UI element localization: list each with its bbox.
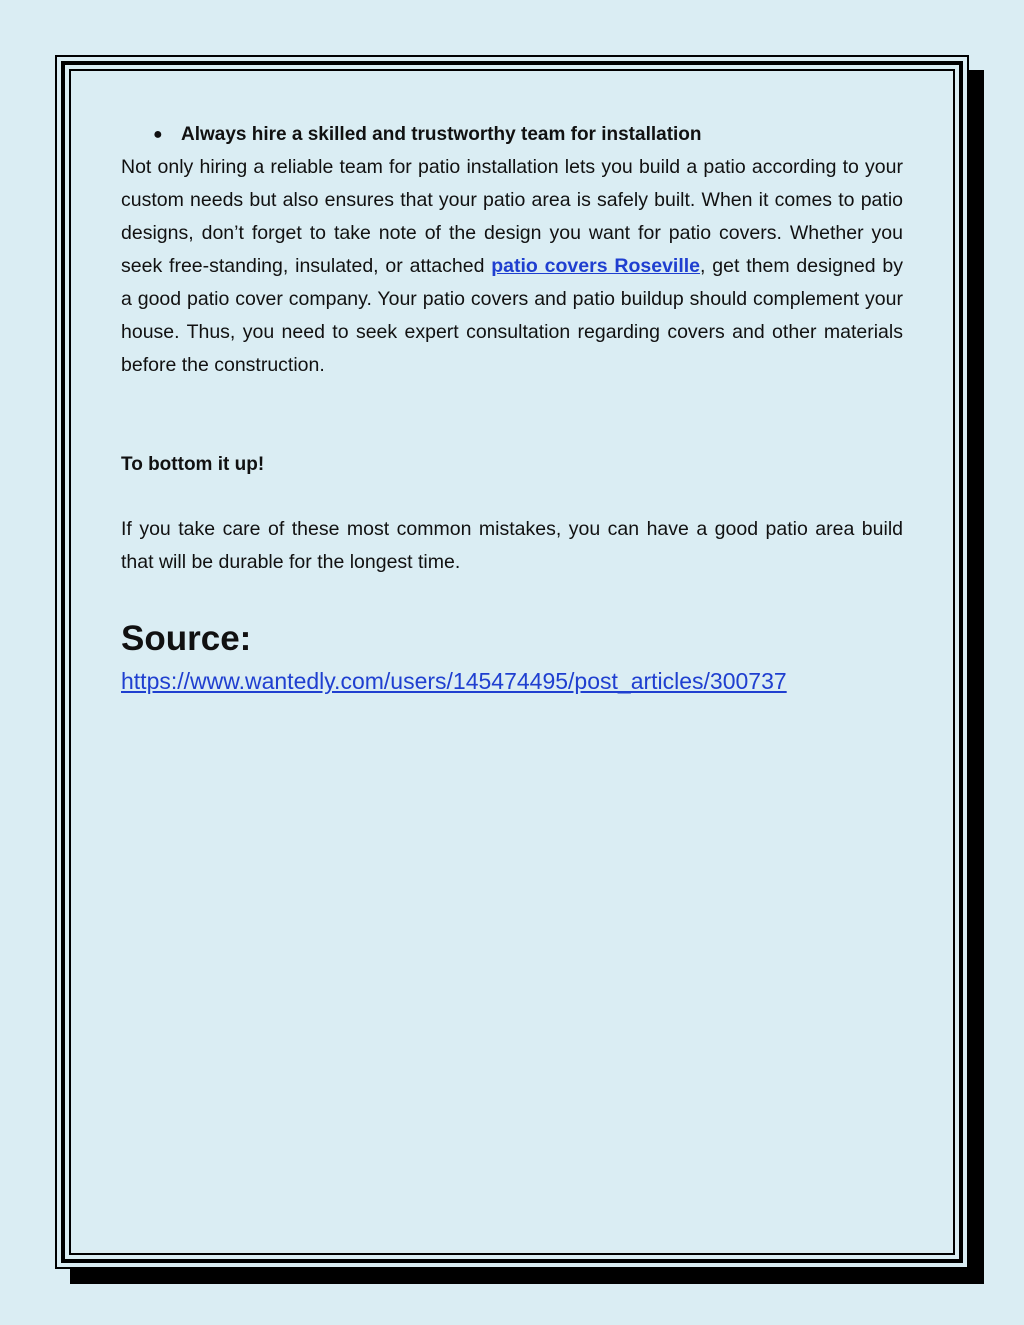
bullet-icon: ●	[153, 126, 163, 143]
source-heading: Source:	[121, 619, 252, 658]
paragraph-text-start: Not only hiring a reliable team for patio installation lets you build a patio according to your custom needs but also ensures that your patio area is safely built. When it comes to patio designs, don’t forget to take note of the design you want for patio covers. Whether you seek free-standing, insulated, or attached	[121, 156, 903, 277]
body-paragraph	[121, 151, 903, 382]
document-content	[121, 118, 903, 698]
conclusion-paragraph: If you take care of these most common mistakes, you can have a good patio area build that will be durable for the longest time.	[121, 518, 903, 573]
patio-covers-roseville-link[interactable]: patio covers Roseville	[491, 255, 701, 277]
source-link[interactable]: https://www.wantedly.com/users/145474495/post_articles/300737	[121, 668, 787, 694]
paragraph-text-end: , get them designed by a good patio cover company. Your patio covers and patio buildup should complement your house. Thus, you need to seek expert consultation regarding covers and other materials before the construction.	[121, 255, 903, 376]
bullet-heading	[121, 118, 903, 151]
bullet-heading-text: Always hire a skilled and trustworthy team for installation	[181, 124, 702, 145]
conclusion-heading: To bottom it up!	[121, 454, 265, 475]
